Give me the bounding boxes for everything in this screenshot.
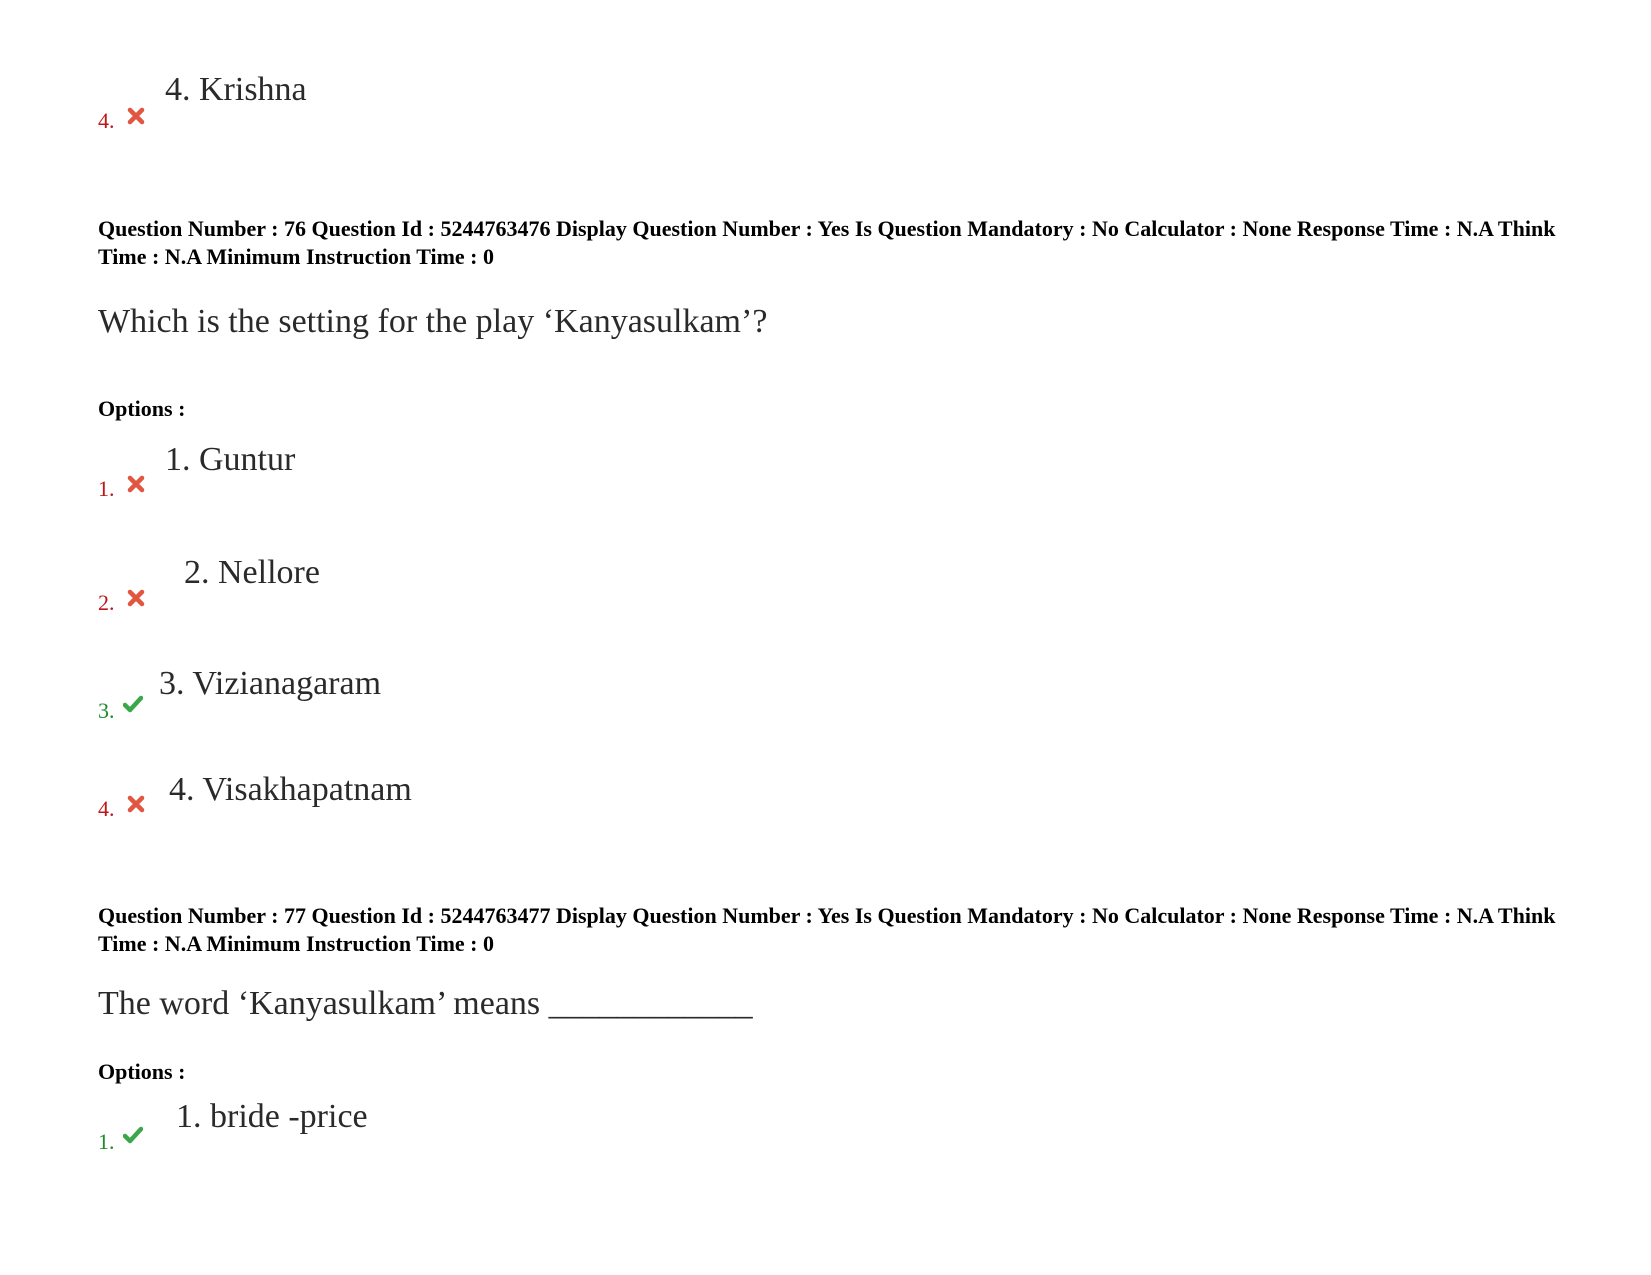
- question-meta: Question Number : 77 Question Id : 5244763477 Display Question Number : Yes Is Question Mandatory : No Calculator : None Response Time : N.A Think Time : N.A Minimum Instruction Time : 0: [98, 903, 1556, 956]
- cross-icon: [126, 589, 146, 607]
- option-text: 1. Guntur: [165, 441, 296, 478]
- check-icon: [123, 695, 143, 713]
- question-text: Which is the setting for the play ‘Kanyasulkam’?: [98, 303, 768, 340]
- option-text: 1. bride -price: [176, 1098, 368, 1135]
- option-number: 1.: [98, 476, 115, 501]
- option-number: 2.: [98, 590, 115, 615]
- option-text: 2. Nellore: [184, 554, 320, 591]
- cross-icon: [126, 107, 146, 125]
- option-text: 4. Krishna: [165, 71, 307, 108]
- cross-icon: [126, 475, 146, 493]
- option-text: 4. Visakhapatnam: [169, 771, 412, 808]
- option-number: 1.: [98, 1129, 115, 1154]
- question-meta: Question Number : 76 Question Id : 5244763476 Display Question Number : Yes Is Question Mandatory : No Calculator : None Response Time : N.A Think Time : N.A Minimum Instruction Time : 0: [98, 216, 1556, 269]
- option-number: 4.: [98, 108, 115, 133]
- options-label: Options :: [98, 1059, 186, 1084]
- option-number: 3.: [98, 698, 115, 723]
- option-number: 4.: [98, 796, 115, 821]
- question-text: The word ‘Kanyasulkam’ means ____________: [98, 985, 753, 1022]
- option-text: 3. Vizianagaram: [159, 665, 382, 702]
- options-label: Options :: [98, 396, 186, 421]
- cross-icon: [126, 795, 146, 813]
- check-icon: [123, 1126, 143, 1144]
